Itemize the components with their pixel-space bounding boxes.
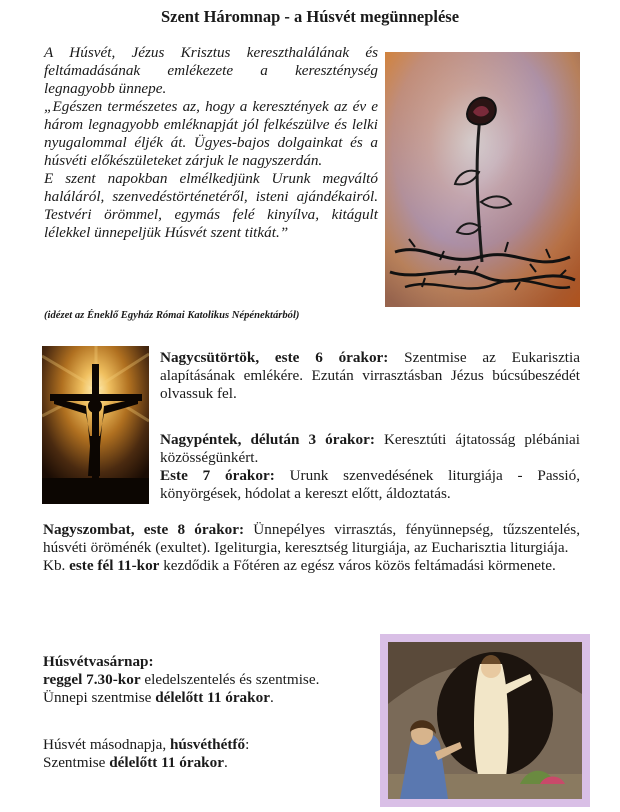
monday-section xyxy=(43,736,373,772)
sunday-label: Húsvétvasárnap: xyxy=(43,653,154,670)
friday-evening-text: Urunk szenvedésének liturgiája - Passió, könyörgések, hódolat a kereszt előtt, áldoztatás. xyxy=(160,467,580,502)
friday-text: Keresztúti ájtatosság plébániai közösségünkért. xyxy=(160,431,580,466)
thursday-label: Nagycsütörtök, este 6 órakor: xyxy=(160,349,389,366)
friday-section xyxy=(160,431,580,503)
sunday-time-1: reggel 7.30-kor xyxy=(43,671,141,688)
rose-thorns-image xyxy=(385,52,580,307)
monday-label: húsvéthétfő xyxy=(169,736,246,753)
page-title: Szent Háromnap - a Húsvét megünneplése xyxy=(160,7,460,26)
quote-paragraph-3: E szent napokban elmélkedjünk Urunk megváltó haláláról, szenvedéstörténetéről, isteni ajándékairól. Testvéri örömmel, egymás felé kinyílva, kitágult lélekkel ünnepeljük Húsvét szent titkát.” xyxy=(44,170,378,241)
crucifix-sunset-image xyxy=(42,346,149,504)
saturday-text: Ünnepélyes virrasztás, fényünnepség, tűzszentelés, húsvéti öröménék (exultet). Igeliturgia, keresztség liturgiája, az Eucharisztia liturgiája. xyxy=(43,521,580,556)
quote-paragraph-2: „Egészen természetes az, hogy a keresztények az év e három legnagyobb emléknapját jól felkészülve és lelki nyugalommal éljék át. Ügyes-bajos dolgainkat és a húsvéti előkészületeket zárjuk le nagyszerdán. xyxy=(44,98,378,169)
quote-paragraph-1: A Húsvét, Jézus Krisztus kereszthalálának és feltámadásának emlékezete a kereszténység legnagyobb ünnepe. xyxy=(44,44,378,97)
monday-colon: : xyxy=(245,736,250,753)
intro-quote xyxy=(44,44,378,242)
saturday-procession-text: kezdődik a Főtéren az egész város közös feltámadási körmenete. xyxy=(159,557,556,574)
sunday-text-2: Ünnepi szentmise xyxy=(43,689,156,706)
monday-end: . xyxy=(223,754,228,771)
saturday-label: Nagyszombat, este 8 órakor: xyxy=(43,521,245,538)
risen-christ-image xyxy=(380,634,590,807)
saturday-section xyxy=(43,521,580,575)
friday-label: Nagypéntek, délután 3 órakor: xyxy=(160,431,375,448)
sunday-end: . xyxy=(269,689,274,706)
thursday-section xyxy=(160,349,580,403)
sunday-time-2: délelőtt 11 órakor xyxy=(155,689,270,706)
thursday-text: Szentmise az Eukarisztia alapításának emlékére. Ezután virrasztásban Jézus búcsúbeszédét olvassuk fel. xyxy=(160,349,580,402)
sunday-section xyxy=(43,653,373,707)
monday-text-2: Szentmise xyxy=(43,754,110,771)
monday-time: délelőtt 11 órakor xyxy=(109,754,224,771)
friday-evening-label: Este 7 órakor: xyxy=(160,467,275,484)
saturday-procession-time: este fél 11-kor xyxy=(69,557,160,574)
saturday-kb: Kb. xyxy=(43,557,70,574)
quote-source: (idézet az Éneklő Egyház Római Katolikus Népénektárból) xyxy=(44,310,300,321)
monday-text-1: Húsvét másodnapja, xyxy=(43,736,170,753)
sunday-text-1: eledelszentelés és szentmise. xyxy=(140,671,320,688)
